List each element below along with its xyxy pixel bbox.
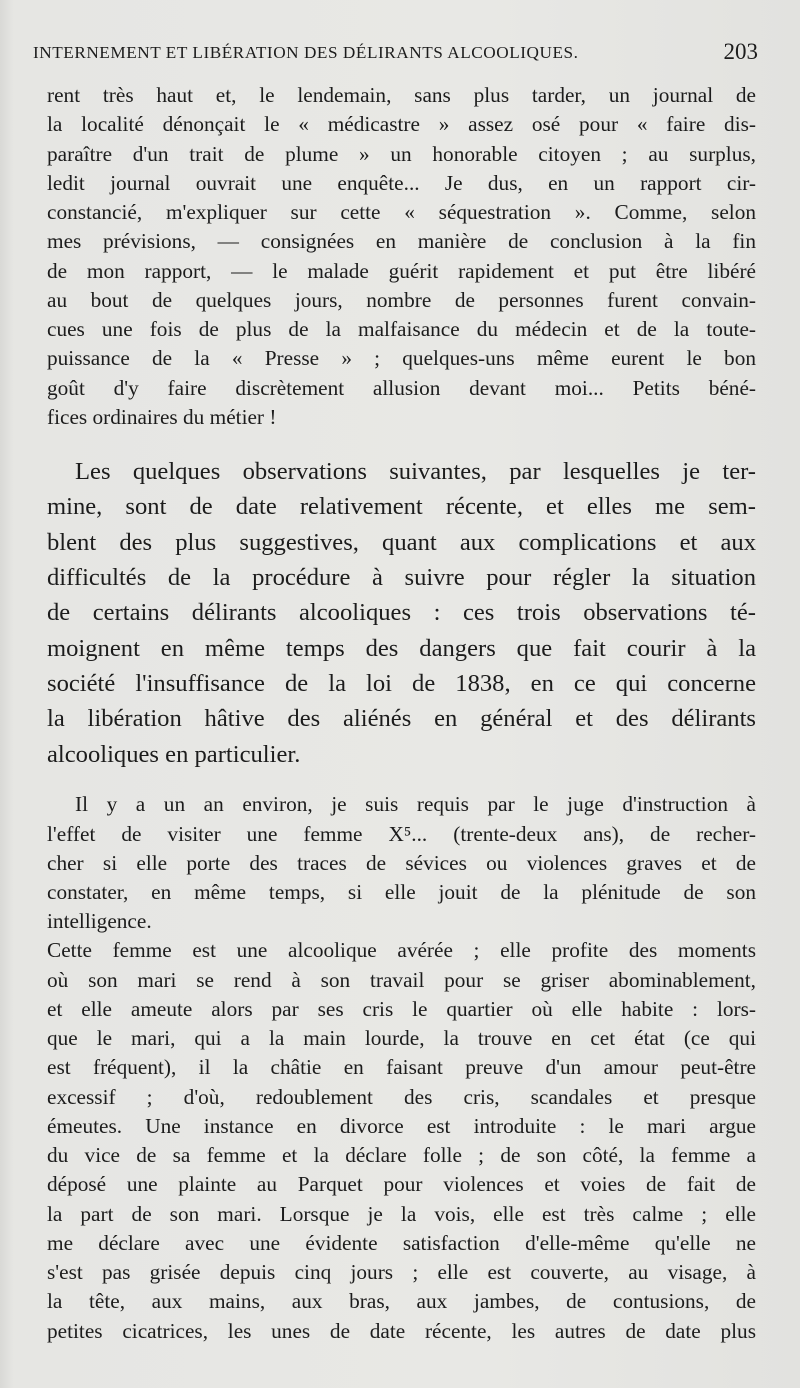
text-line: mine, sont de date relativement récente, et elles me sem-	[47, 493, 756, 520]
text-line: paraître d'un trait de plume » un honorable citoyen ; au surplus,	[47, 142, 756, 166]
running-head: INTERNEMENT ET LIBÉRATION DES DÉLIRANTS ALCOOLIQUES.	[33, 43, 579, 62]
text-line: Cette femme est une alcoolique avérée ; elle profite des moments	[47, 938, 756, 962]
text-line: la localité dénonçait le « médicastre » assez osé pour « faire dis-	[47, 112, 756, 136]
text-line: excessif ; d'où, redoublement des cris, scandales et presque	[47, 1085, 756, 1109]
text-line: de mon rapport, — le malade guérit rapidement et put être libéré	[47, 259, 756, 283]
text-line: mes prévisions, — consignées en manière de conclusion à la fin	[47, 229, 756, 253]
text-line: la part de son mari. Lorsque je la vois, elle est très calme ; elle	[47, 1202, 756, 1226]
text-line: rent très haut et, le lendemain, sans plus tarder, un journal de	[47, 83, 756, 107]
text-line: que le mari, qui a la main lourde, la trouve en cet état (ce qui	[47, 1026, 756, 1050]
text-line: est fréquent), il la châtie en faisant preuve d'un amour peut-être	[47, 1055, 756, 1079]
text-line: de certains délirants alcooliques : ces trois observations té-	[47, 599, 756, 626]
text-line: goût d'y faire discrètement allusion devant moi... Petits béné-	[47, 376, 756, 400]
page-header	[33, 37, 758, 69]
text-line: constater, en même temps, si elle jouit de la plénitude de son	[47, 880, 756, 904]
text-line: me déclare avec une évidente satisfaction d'elle-même qu'elle ne	[47, 1231, 756, 1255]
text-line: Les quelques observations suivantes, par lesquelles je ter-	[75, 458, 756, 485]
text-line: cues une fois de plus de la malfaisance du médecin et de la toute-	[47, 317, 756, 341]
text-line: fices ordinaires du métier !	[47, 405, 277, 429]
text-line: du vice de sa femme et la déclare folle ; de son côté, la femme a	[47, 1143, 756, 1167]
text-line: puissance de la « Presse » ; quelques-uns même eurent le bon	[47, 346, 756, 370]
text-line: alcooliques en particulier.	[47, 741, 301, 768]
text-line: petites cicatrices, les unes de date récente, les autres de date plus	[47, 1319, 756, 1343]
text-line: société l'insuffisance de la loi de 1838, en ce qui concerne	[47, 670, 756, 697]
text-line: où son mari se rend à son travail pour se griser abominablement,	[47, 968, 756, 992]
text-line: moignent en même temps des dangers que fait courir à la	[47, 635, 756, 662]
text-line: cher si elle porte des traces de sévices ou violences graves et de	[47, 851, 756, 875]
text-line: Il y a un an environ, je suis requis par le juge d'instruction à	[75, 792, 756, 816]
text-line: émeutes. Une instance en divorce est introduite : le mari argue	[47, 1114, 756, 1138]
text-line: au bout de quelques jours, nombre de personnes furent convain-	[47, 288, 756, 312]
text-line: déposé une plainte au Parquet pour violences et voies de fait de	[47, 1172, 756, 1196]
text-line: blent des plus suggestives, quant aux complications et aux	[47, 529, 756, 556]
text-line: ledit journal ouvrait une enquête... Je dus, en un rapport cir-	[47, 171, 756, 195]
text-line: la tête, aux mains, aux bras, aux jambes, de contusions, de	[47, 1289, 756, 1313]
text-line: constancié, m'expliquer sur cette « séquestration ». Comme, selon	[47, 200, 756, 224]
text-line: l'effet de visiter une femme X⁵... (trente-deux ans), de recher-	[47, 822, 756, 846]
text-line: la libération hâtive des aliénés en général et des délirants	[47, 705, 756, 732]
text-line: difficultés de la procédure à suivre pour régler la situation	[47, 564, 756, 591]
text-line: intelligence.	[47, 909, 152, 933]
text-line: s'est pas grisée depuis cinq jours ; elle est couverte, au visage, à	[47, 1260, 756, 1284]
text-line: et elle ameute alors par ses cris le quartier où elle habite : lors-	[47, 997, 756, 1021]
page-number: 203	[723, 39, 758, 64]
